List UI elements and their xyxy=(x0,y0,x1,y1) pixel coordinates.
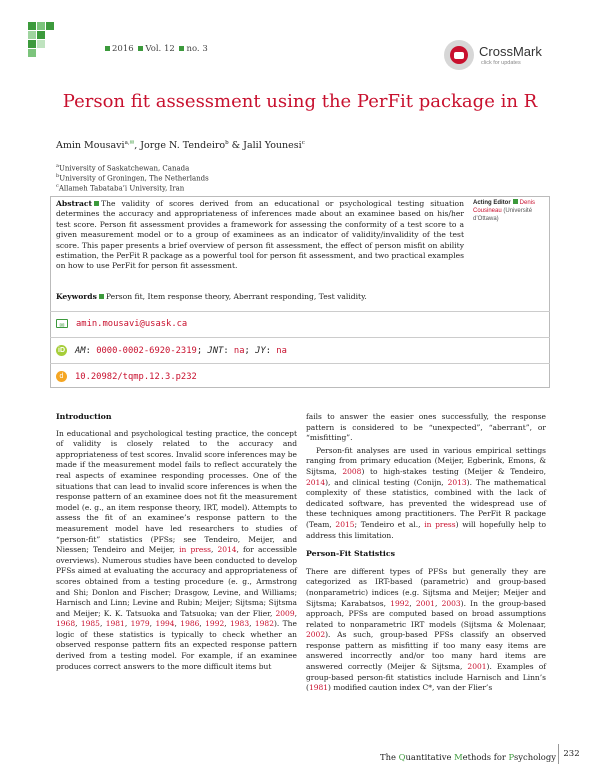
paragraph: fails to answer the easier ones successfully, the response pattern is considered to be “unexpected”, “aberrant”, or “misfitting”. xyxy=(306,412,546,443)
citation-link[interactable]: 2009 xyxy=(275,608,295,618)
abstract xyxy=(56,199,464,272)
paragraph: In educational and psychological testing practice, the concept of validity is closely related to the accuracy and appropriateness of test scores. Invalid score inferences may be made if the measurement model fails to reflect accurately the real aspects of examinee responding processes. One of the situations that can lead to invalid score inferences is when the response pattern of an examinee does not fit the measurement model (e. g., an item response theory, IRT, model). Attempts to assess the fit of an examinee’s response pattern to the measurement model have led researchers to studies of “person-fit” statistics (PFSs; see Tendeiro, Meijer, and Niessen; Tendeiro and Meijer, in press, 2014, for accessible overviews). Numerous studies have been conducted to develop PFSs aimed at evaluating the accuracy and appropriateness of scores obtained from a testing procedure (e. g., Armstrong and Shi; Donlon and Fischer; Drasgow, Levine, and Williams; Harnisch and Linn; Levine and Rubin; Meijer; Sijtsma; Sijtsma and Meijer; K. K. Tatsuoka and Tatsuoka; van der Flier, 2009, 1968, 1985, 1981, 1979, 1994, 1986, 1992, 1983, 1982). The logic of these statistics is typically to check whether an observed response pattern fits an expected response pattern derived from a testing model. For example, if an examinee produces correct answers to the more difficult items but xyxy=(56,428,297,671)
section-heading: Introduction xyxy=(56,412,112,421)
abstract-text: The validity of scores derived from an educational or psychological testing situation determines the accuracy and appropriateness of inferences made about an examinee based on his/her test score. Person fit assessment provides a framework for assessing the conformity of a test score to a given measurement model or to a group of examinees as an indicator of validity/invalidity of the test score. This paper presents a brief overview of person fit assessment, the effect of person misfit on ability estimation, the PerFit R package as a powerful tool for person fit assessment, and two practical examples on how to use PerFit for person fit assessment. xyxy=(56,199,464,271)
acting-editor: Acting Editor Denis Cousineau (Université d’Ottawa) xyxy=(473,200,536,222)
mail-icon[interactable]: ✉ xyxy=(129,140,135,146)
issue-number: no. 3 xyxy=(186,44,208,54)
affiliation: $^b$University of Groningen, The Netherlands xyxy=(56,173,209,183)
citation-link[interactable]: 1992 xyxy=(390,598,410,608)
doi-link[interactable]: 10.20982/tqmp.12.3.p232 xyxy=(75,372,197,382)
crossmark-icon xyxy=(444,40,474,70)
crossmark-badge[interactable] xyxy=(444,38,544,72)
citation-link[interactable]: in press xyxy=(424,519,456,529)
issue-info xyxy=(103,44,208,54)
issue-year: 2016 xyxy=(112,44,134,54)
citation-link[interactable]: 1968 xyxy=(56,619,76,629)
editor-link[interactable]: Denis Cousineau xyxy=(473,200,536,214)
section-heading: Person-Fit Statistics xyxy=(306,549,395,559)
crossmark-name: CrossMark xyxy=(479,44,542,59)
citation-link[interactable]: 1986 xyxy=(180,619,200,629)
divider xyxy=(50,363,550,364)
page-number: 232 xyxy=(558,744,584,764)
citation-link[interactable]: 2001 xyxy=(415,598,435,608)
doi-row xyxy=(56,371,197,382)
paragraph: Person-fit analyses are used in various empirical settings ranging from primary education (Meijer, Egberink, Emons, & Sijtsma, 2008) to high-stakes testing (Meijer & Tendeiro, 2014), and clinical testing (Conijn, 2013). The mathematical complexity of these statistics, combined with the lack of dedicated software, has prevented the widespread use of these techniques among practitioners. The PerFit R package (Team, 2015; Tendeiro et al., in press) will hopefully help to address this limitation. xyxy=(306,445,547,540)
affiliation: $^c$Allameh Tabataba’i University, Iran xyxy=(56,183,185,193)
divider xyxy=(50,337,550,338)
journal-name: The Quantitative Methods for Psychology xyxy=(380,752,556,762)
author-name: , Jorge N. Tendeiro xyxy=(134,140,226,152)
citation-link[interactable]: 2003 xyxy=(441,598,461,608)
author-name: Amin Mousavi xyxy=(56,140,125,152)
crossmark-sub: click for updates xyxy=(481,60,521,66)
citation-link[interactable]: 1981 xyxy=(308,683,329,693)
column-right xyxy=(306,412,546,694)
citation-link[interactable]: 1994 xyxy=(155,619,175,629)
paper-title: Person fit assessment using the PerFit package in R xyxy=(62,91,538,112)
email-row xyxy=(56,319,187,329)
orcid-row: iD AM: 0000-0002-6920-2319; JNT: na; JY: na xyxy=(58,346,287,356)
author-list: Amin Mousavi$^{a,✉}$, Jorge N. Tendeiro$^b$ & Jalil Younesi$^c$ xyxy=(56,140,305,152)
citation-link[interactable]: 1992 xyxy=(205,619,225,629)
affiliation: $^a$University of Saskatchewan, Canada xyxy=(56,163,190,173)
citation-link[interactable]: 2015 xyxy=(335,519,355,529)
citation-link[interactable]: 2013 xyxy=(447,477,467,487)
author-name: & Jalil Younesi xyxy=(228,140,302,152)
citation-link[interactable]: 2002 xyxy=(306,630,326,640)
citation-link[interactable]: 1985 xyxy=(80,619,100,629)
citation-link[interactable]: 2014 xyxy=(306,477,326,487)
divider xyxy=(50,311,550,312)
orcid-link[interactable]: 0000-0002-6920-2319 xyxy=(96,346,197,356)
orcid-icon: iD xyxy=(58,347,65,354)
citation-link[interactable]: 2014 xyxy=(217,545,237,555)
doi-icon: d xyxy=(56,371,67,382)
paragraph: There are different types of PFSs but generally they are categorized as IRT-based (parametric) and group-based (nonparametric) indices (e.g. Sijtsma and Meijer; Meijer and Sijtsma; Karabatsos, 1992, 2001, 2003). In the group-based approach, PFSs are computed based on broad assumptions related to nonparametric IRT models (Sijtsma & Molenaar, 2002). As such, group-based PFSs classify an observed response pattern as misfitting if too many easy items are answered incorrectly and/or too many hard items are answered correctly (Meijer & Sijtsma, 2001). Examples of group-based person-fit statistics include Harnisch and Linn’s (1981) modified caution index C*, van der Flier’s xyxy=(306,566,547,693)
envelope-icon: ✉ xyxy=(56,319,68,328)
issue-volume: Vol. 12 xyxy=(145,44,175,54)
citation-link[interactable]: 1982 xyxy=(254,619,274,629)
journal-logo xyxy=(28,22,54,62)
citation-link[interactable]: 1983 xyxy=(230,619,250,629)
citation-link[interactable]: in press xyxy=(179,545,211,555)
keywords: Keywords Person fit, Item response theory, Aberrant responding, Test validity. xyxy=(56,292,367,301)
column-left xyxy=(56,412,297,672)
abstract-label: Abstract xyxy=(56,199,93,208)
citation-link[interactable]: 2001 xyxy=(467,662,487,672)
email-link[interactable]: amin.mousavi@usask.ca xyxy=(76,319,188,329)
citation-link[interactable]: 1981 xyxy=(105,619,125,629)
citation-link[interactable]: 2008 xyxy=(342,466,362,476)
citation-link[interactable]: 1979 xyxy=(130,619,150,629)
